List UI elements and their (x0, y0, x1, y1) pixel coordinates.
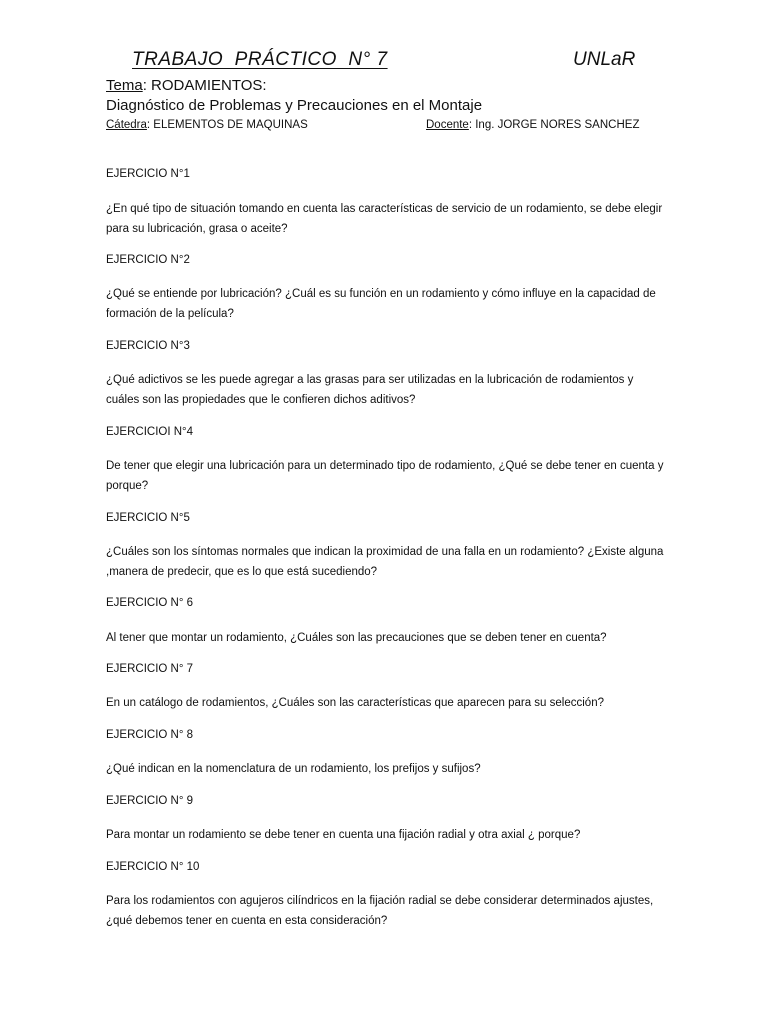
exercise-heading: EJERCICIO N°5 (106, 512, 190, 524)
exercise-heading: EJERCICIO N° 7 (106, 663, 194, 675)
docente-line (426, 119, 639, 131)
catedra-line (106, 119, 308, 131)
docente-label: Docente (426, 119, 469, 131)
exercise-question: Para montar un rodamiento se debe tener en cuenta una fijación radial y otra axial ¿ porque? (106, 829, 581, 841)
exercise-question: ¿Cuáles son los síntomas normales que indican la proximidad de una falla en un rodamiento? ¿Existe alguna ,manera de predecir, que es lo que está sucediendo? (106, 546, 664, 578)
catedra-label: Cátedra (106, 119, 147, 131)
exercise-question: ¿Qué se entiende por lubricación? ¿Cuál es su función en un rodamiento y cómo influye en la capacidad de formación de la película? (106, 288, 656, 320)
exercise-question: Al tener que montar un rodamiento, ¿Cuáles son las precauciones que se deben tener en cuenta? (106, 632, 607, 644)
document-title: TRABAJO PRÁCTICO N° 7 (132, 49, 388, 70)
exercise-heading: EJERCICIO N° 10 (106, 861, 200, 873)
tema-line (106, 77, 267, 94)
exercise-heading: EJERCICIO N° 8 (106, 729, 194, 741)
exercise-heading: EJERCICIO N° 6 (106, 597, 194, 609)
tema-value: : RODAMIENTOS: (142, 77, 267, 94)
institution-name: UNLaR (573, 49, 636, 70)
docente-value: : Ing. JORGE NORES SANCHEZ (468, 119, 640, 131)
exercise-question: De tener que elegir una lubricación para un determinado tipo de rodamiento, ¿Qué se debe tener en cuenta y porque? (106, 460, 664, 492)
exercise-heading: EJERCICIO N° 9 (106, 795, 194, 807)
exercise-question: ¿En qué tipo de situación tomando en cuenta las características de servicio de un rodamiento, se debe elegir para su lubricación, grasa o aceite? (106, 203, 663, 235)
exercise-heading: EJERCICIOI N°4 (106, 426, 194, 438)
exercise-question: ¿Qué indican en la nomenclatura de un rodamiento, los prefijos y sufijos? (106, 763, 481, 775)
exercise-question: En un catálogo de rodamientos, ¿Cuáles son las características que aparecen para su selección? (106, 697, 604, 709)
tema-label: Tema (106, 77, 143, 94)
exercise-question: ¿Qué adictivos se les puede agregar a las grasas para ser utilizadas en la lubricación de rodamientos y cuáles son las propiedades que le confieren dichos aditivos? (106, 374, 634, 406)
exercise-heading: EJERCICIO N°2 (106, 254, 190, 266)
document-subtitle: Diagnóstico de Problemas y Precauciones en el Montaje (106, 97, 483, 114)
catedra-value: : ELEMENTOS DE MAQUINAS (146, 119, 308, 131)
exercise-question: Para los rodamientos con agujeros cilíndricos en la fijación radial se debe considerar determinados ajustes, ¿qué debemos tener en cuenta en esta consideración? (106, 895, 654, 927)
exercise-heading: EJERCICIO N°1 (106, 168, 190, 180)
exercise-heading: EJERCICIO N°3 (106, 340, 190, 352)
